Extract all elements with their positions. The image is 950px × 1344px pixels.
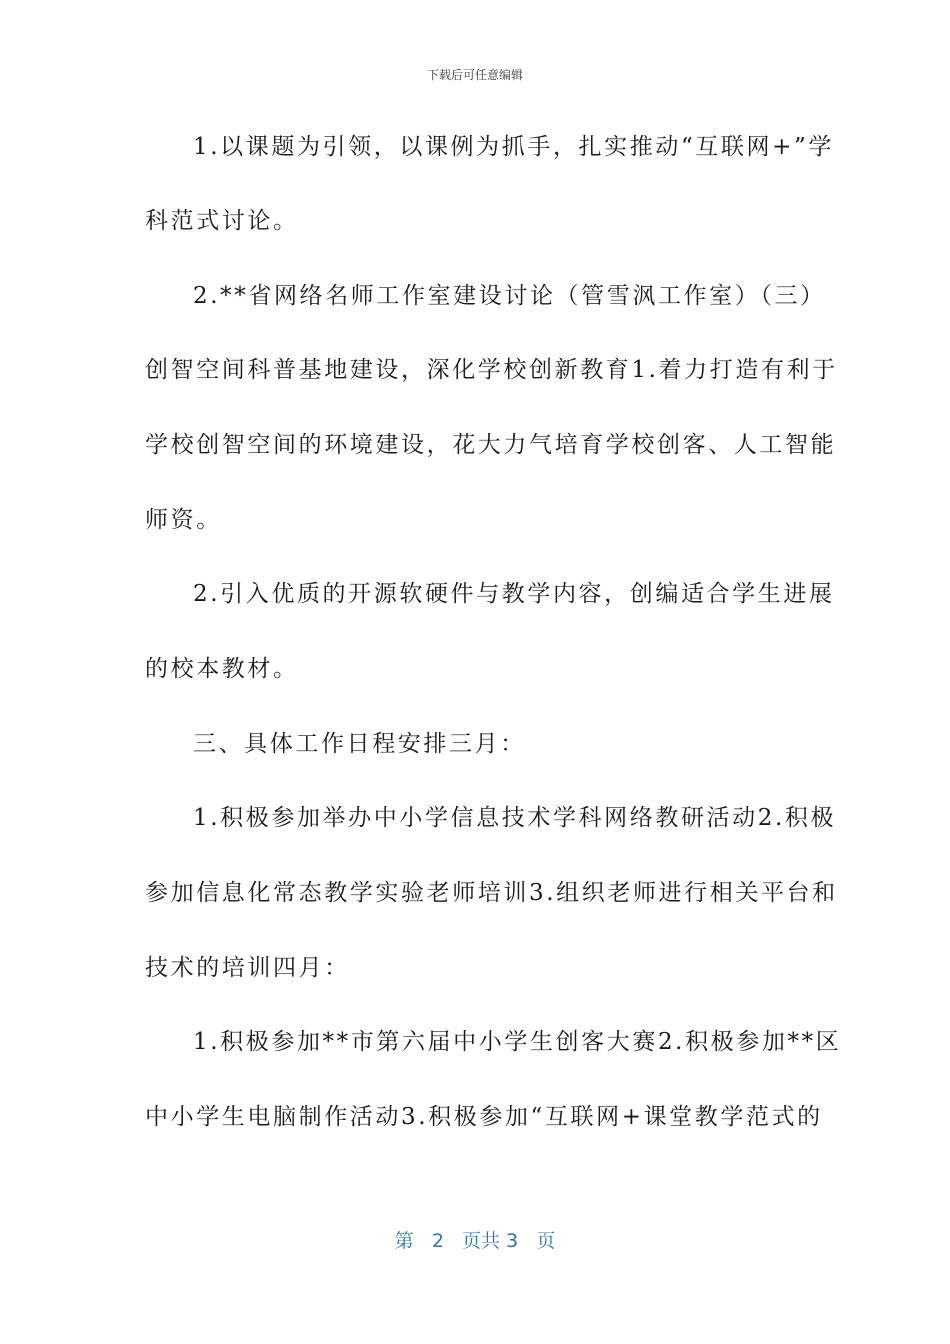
body-line-1: 1.以课题为引领，以课例为抓手，扎实推动“互联网+”学 (193, 134, 834, 160)
page-header: 下载后可任意编辑 (426, 68, 523, 82)
body-line-14: 中小学生电脑制作活动3.积极参加“互联网+课堂教学范式的 (145, 1104, 823, 1130)
body-line-5: 学校创智空间的环境建设，花大力气培育学校创客、人工智能 (145, 432, 837, 458)
body-line-13: 1.积极参加**市第六届中小学生创客大赛2.积极参加**区 (193, 1029, 842, 1055)
body-line-7: 2.引入优质的开源软硬件与教学内容，创编适合学生进展 (193, 581, 835, 607)
body-line-6: 师资。 (145, 507, 222, 533)
body-line-10: 1.积极参加举办中小学信息技术学科网络教研活动2.积极 (193, 805, 837, 831)
body-line-3: 2.**省网络名师工作室建设讨论（管雪沨工作室）（三） (193, 283, 826, 309)
current-page-number: 2 (431, 1230, 444, 1252)
body-line-4: 创智空间科普基地建设，深化学校创新教育1.着力打造有利于 (145, 357, 838, 383)
page-footer (0, 1226, 950, 1253)
footer-prefix: 第 (394, 1230, 414, 1252)
body-line-12: 技术的培训四月： (145, 955, 350, 981)
footer-middle: 页共 (462, 1230, 501, 1252)
body-line-2: 科范式讨论。 (145, 208, 299, 234)
total-pages-number: 3 (506, 1230, 519, 1252)
section-heading: 三、具体工作日程安排三月： (193, 731, 526, 757)
footer-suffix: 页 (536, 1230, 556, 1252)
body-line-8: 的校本教材。 (145, 656, 299, 682)
body-line-11: 参加信息化常态教学实验老师培训3.组织老师进行相关平台和 (145, 880, 838, 906)
